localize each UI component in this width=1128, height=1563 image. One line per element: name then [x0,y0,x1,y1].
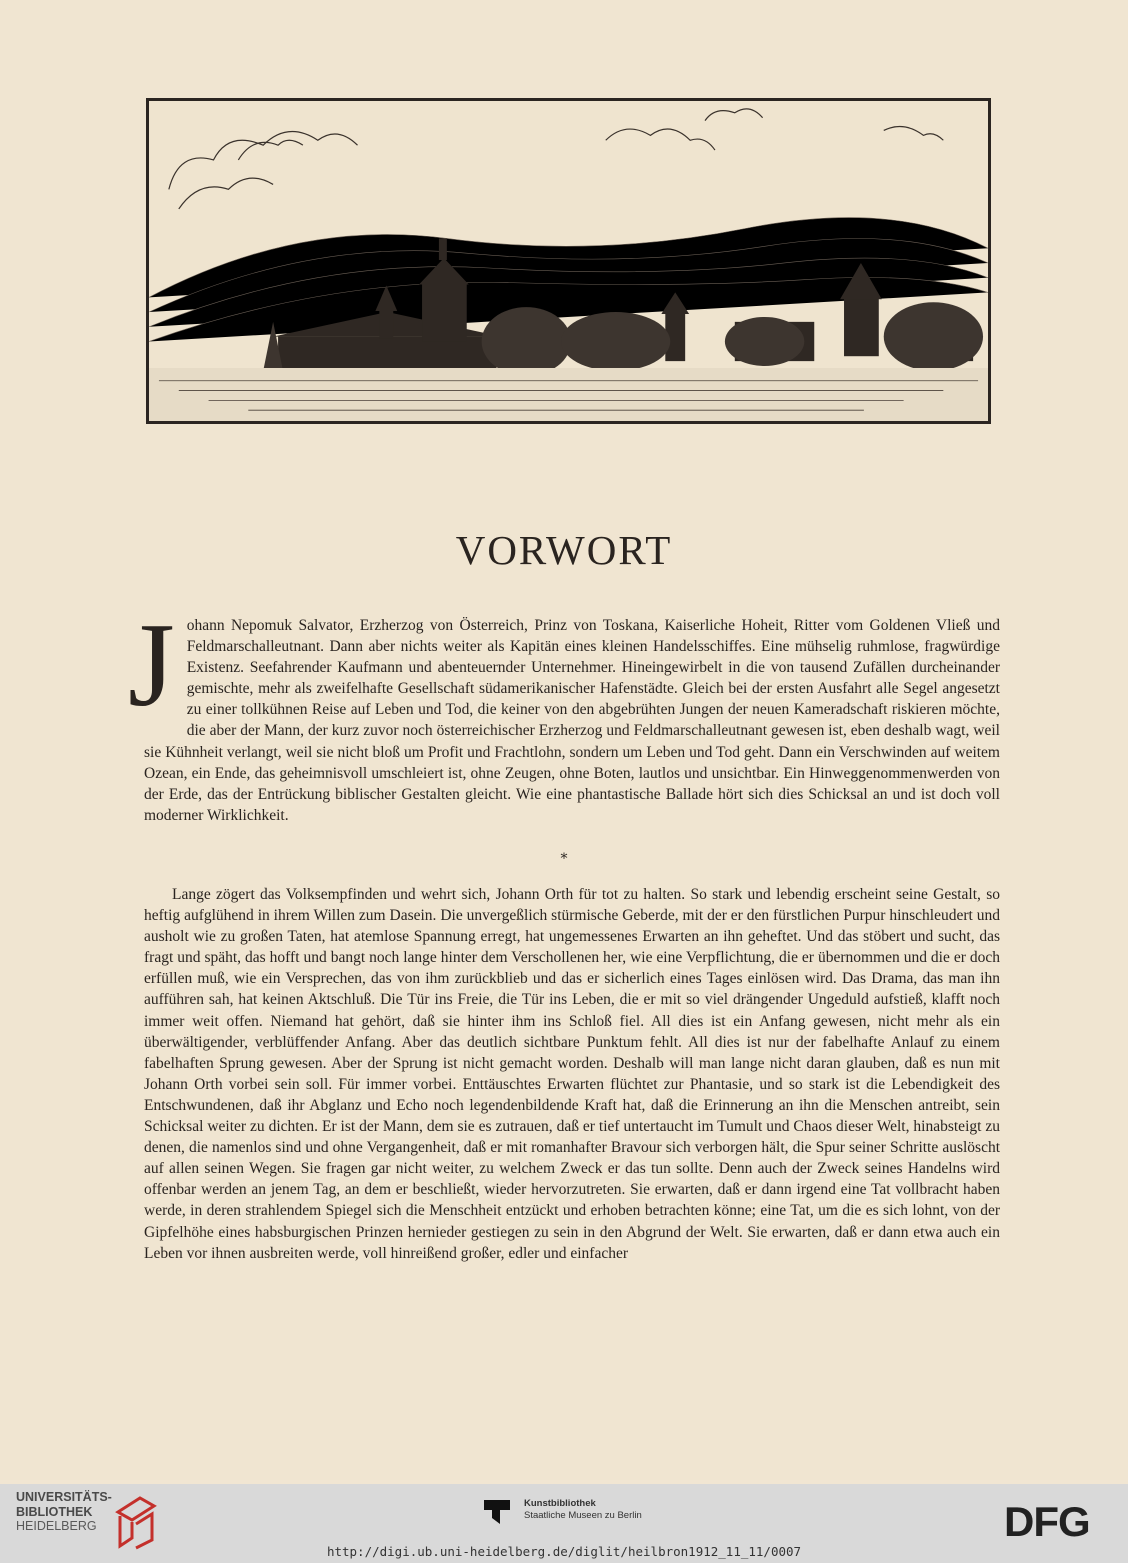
university-library-logo-text [16,1490,112,1534]
section-separator: * [560,851,568,867]
drop-cap: J [128,598,175,731]
kunstbibliothek-text [524,1498,642,1522]
illustration-drawing [149,101,988,421]
paragraph-1-text: ohann Nepomuk Salvator, Erzherzog von Österreich, Prinz von Toskana, Kaiserliche Hoheit, Ritter vom Goldenen Vließ und Feldmarschalleutnant. Dann aber nichts weiter als Kapitän eines kleinen Handelsschiffes. Eine mühselig ruhmlose, fragwürdige Existenz. Seefahrender Kaufmann und abenteuernder Unternehmer. Hineingewirbelt in die von tausend Zufällen durcheinander gemischte, mehr als zweifelhafte Gesellschaft südamerikanischer Hafenstädte. Gleich bei der ersten Ausfahrt alle Segel angesetzt zu einer tollkühnen Reise auf Leben und Tod, die keiner von den abgebrühten Jungen der neuen Kameradschaft riskieren möchte, die aber der Mann, der kurz zuvor noch österreichischer Erzherzog und Feldmarschalleutnant gewesen ist, eben deshalb wagt, weil sie Kühnheit verlangt, weil sie nicht bloß um Profit und Frachtlohn, sondern um Leben und Tod geht. Dann ein Verschwinden auf weitem Ozean, ein Ende, das geheimnisvoll umschleiert ist, ohne Zeugen, ohne Boten, lautlos und unsichtbar. Ein Hinweggenommenwerden von der Erde, das der Entrückung biblischer Gestalten gleicht. Wie eine phantastische Ballade hört sich dies Schicksal an und ist doch voll moderner Wirklichkeit. [144,617,1000,824]
university-logo-icon [110,1492,160,1550]
dfg-logo: DFG [1004,1498,1090,1545]
source-url[interactable]: http://digi.ub.uni-heidelberg.de/diglit/heilbron1912_11_11/0007 [326,1544,802,1559]
page-title: VORWORT [455,527,673,573]
uni-line-1: UNIVERSITÄTS- [16,1490,112,1504]
kunstbibliothek-eagle-icon [482,1496,512,1526]
uni-line-3: HEIDELBERG [16,1519,97,1533]
paragraph-2: Lange zögert das Volksempfinden und wehrt sich, Johann Orth für tot zu halten. So stark und lebendig erscheint seine Gestalt, so heftig aufglühend in ihrem Willen zum Dasein. Die unvergeßlich stürmische Geberde, mit der er den fürstlichen Purpur hinschleudert und ausholt wie zu großen Taten, hat atemlose Spannung erregt, hat ungemessenes Erwarten an ihn geheftet. Und das stöbert und sucht, das fragt und späht, das hofft und bangt noch lange hinter dem Verschollenen her, wie eine Verpflichtung, die er übernommen und die er doch erfüllen muß, wie ein Versprechen, das von ihm zurückblieb und das er sicherlich eines Tages einlösen wird. Das Drama, das man ihn aufführen sah, hat keinen Aktschluß. Die Tür ins Freie, die Tür ins Leben, die er mit so viel drängender Ungeduld aufstieß, klafft noch immer weit offen. Niemand hat gehört, daß sie hinter ihm ins Schloß fiel. All dies ist ein Anfang gewesen, nicht mehr als ein überwältigender, verblüffender Anfang. Aber das deutlich sichtbare Punktum fehlt. All dies ist nur der fabelhafte Anlauf zu einem fabelhaften Sprung gewesen. Aber der Sprung ist nicht gemacht worden. Deshalb will man lange nicht daran glauben, daß es nun mit Johann Orth vorbei sein soll. Für immer vorbei. Enttäuschtes Erwarten flüchtet zur Phantasie, und so stark ist die Lebendigkeit des Entschwundenen, daß ihr Abglanz und Echo noch legendenbildende Kraft hat, daß die Erinnerung an ihn die Menschen antreibt, sein Schicksal weiter zu dichten. Er ist der Mann, dem sie es zutrauen, daß er tief untertaucht im Tumult und Chaos dieser Welt, hinabsteigt zu denen, die namenlos sind und ohne Vergangenheit, daß er mit romanhafter Bravour sich verborgen hält, die Spur seiner Schritte auslöscht auf allen seinen Wegen. Sie fragen gar nicht weiter, zu welchem Zweck er das tun sollte. Denn auch der Zweck seines Handelns wird offenbar werden an jenem Tag, an dem er beschließt, wieder hervorzutreten. Sie erwarten, daß er dann irgend eine Tat vollbracht haben werde, in deren strahlendem Spiegel sich die Menschheit entzückt und erhoben betrachten könne; eine Tat, um die es sich lohnt, von der Gipfelhöhe eines habsburgischen Prinzen hernieder gestiegen zu sein in den Abgrund der Welt. Sie erwarten, daß er dann etwa auch ein Leben vor ihnen ausbreiten werde, voll hinreißend großer, edler und einfacher [144,886,1000,1262]
lake-castle-illustration [146,98,991,424]
digitization-footer [0,1484,1128,1563]
uni-line-2: BIBLIOTHEK [16,1504,93,1519]
kunstbibliothek-subtitle: Staatliche Museen zu Berlin [524,1510,642,1521]
paragraph-1 [128,598,1000,826]
kunstbibliothek-name: Kunstbibliothek [524,1498,596,1509]
